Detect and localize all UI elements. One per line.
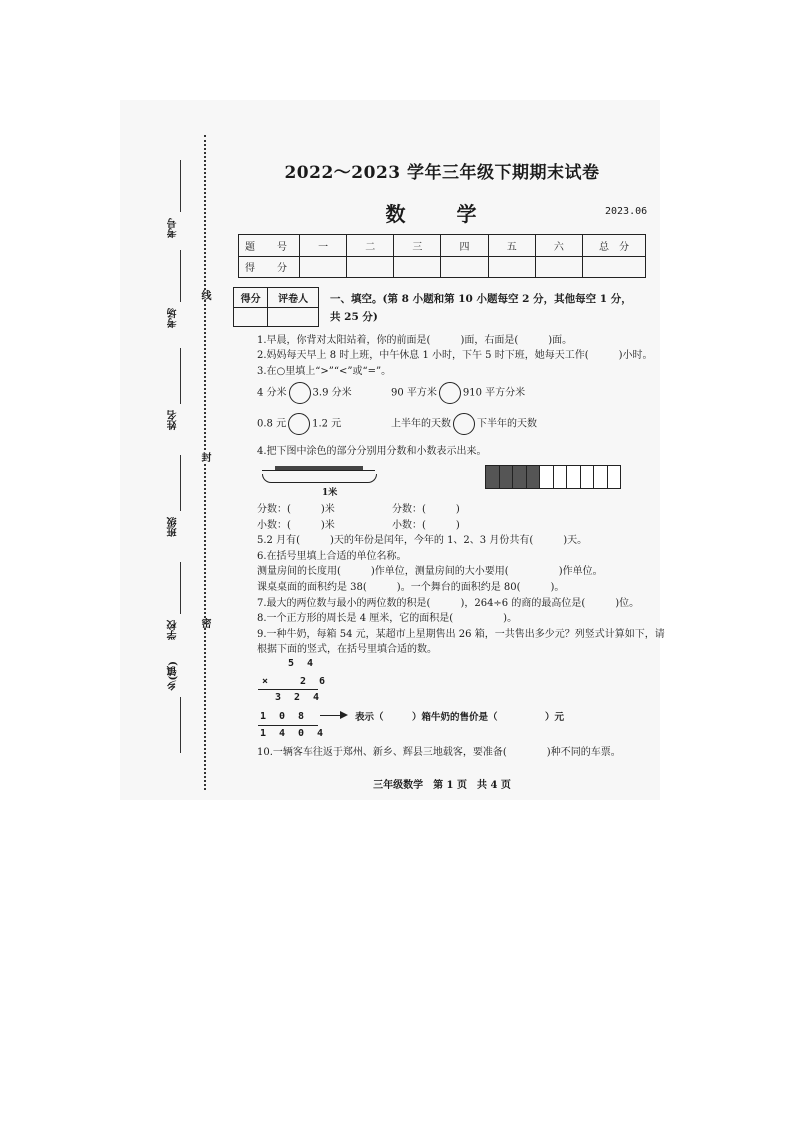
q4-right-fraction: 分数：( ) [392, 504, 460, 515]
grid-cell-empty [594, 466, 608, 488]
score-cell[interactable] [441, 256, 488, 278]
question-9-note: 表示（ ）箱牛奶的售价是（ ）元 [355, 712, 565, 723]
q4-right-decimal: 小数：( ) [392, 520, 460, 531]
binding-dotted-line [204, 135, 206, 790]
score-cell[interactable] [347, 256, 394, 278]
compare-circle[interactable] [453, 413, 475, 435]
arrow-line [320, 715, 342, 716]
question-6b: 课桌桌面的面积约是 38( )。一个舞台的面积约是 80( )。 [257, 582, 565, 593]
ruler-label: 1米 [322, 488, 338, 498]
arrow-right-icon [340, 711, 348, 719]
grid-cell-shaded [513, 466, 527, 488]
margin-field-township: 乡(镇) [160, 655, 190, 755]
question-1: 1.早晨，你背对太阳站着，你的前面是( )面，右面是( )面。 [257, 335, 573, 346]
question-2: 2.妈妈每天早上 8 时上班，中午休息 1 小时，下午 5 时下班，她每天工作( )小时。 [257, 350, 653, 361]
vertical-calc-product: 1404 [260, 728, 337, 739]
exam-subject: 数 学 [385, 202, 499, 226]
grid-cell-empty [567, 466, 581, 488]
shaded-grid [485, 465, 621, 489]
score-table-header-row: 题 号 一 二 三 四 五 六 总 分 [239, 235, 646, 257]
grader-score-cell[interactable] [234, 307, 268, 327]
grid-cell-empty [608, 466, 621, 488]
compare-circle[interactable] [439, 382, 461, 404]
grid-cell-shaded [486, 466, 500, 488]
score-cell[interactable] [535, 256, 582, 278]
margin-field-exam-room: 考场 [160, 250, 190, 340]
grid-cell-empty [540, 466, 554, 488]
score-cell[interactable] [394, 256, 441, 278]
compare-item-3: 0.8 元 1.2 元 [257, 413, 341, 435]
compare-circle[interactable] [288, 413, 310, 435]
page-footer: 三年级数学 第 1 页 共 4 页 [373, 780, 511, 791]
vertical-calc-rule [258, 725, 318, 726]
margin-mark-xian: 线 [199, 290, 210, 300]
compare-item-1: 4 分米 3.9 分米 [257, 382, 352, 404]
score-cell[interactable] [488, 256, 535, 278]
margin-field-class: 班级 [160, 455, 190, 545]
question-7: 7.最大的两位数与最小的两位数的积是( )，264÷6 的商的最高位是( )位。 [257, 598, 640, 609]
q4-left-fraction: 分数：( )米 [257, 504, 335, 515]
margin-mark-mi: 密 [199, 618, 210, 628]
grid-cell-empty [581, 466, 595, 488]
margin-field-exam-number: 考号 [160, 160, 190, 240]
question-5: 5.2 月有( )天的年份是闰年，今年的 1、2、3 月份共有( )天。 [257, 535, 588, 546]
question-6: 6.在括号里填上合适的单位名称。 [257, 551, 407, 562]
question-3: 3.在○里填上“>”“<”或“=”。 [257, 366, 392, 377]
vertical-calc-multiplicand: 54 [288, 658, 327, 669]
ruler-brace [262, 474, 377, 483]
vertical-calc-rule [258, 689, 318, 690]
vertical-calc-partial-2: 108 [260, 711, 318, 722]
question-9-line-2: 根据下面的竖式，在括号里填合适的数。 [257, 644, 437, 655]
vertical-calc-multiplier: × 26 [262, 676, 339, 687]
score-table [238, 234, 646, 278]
question-8: 8.一个正方形的周长是 4 厘米，它的面积是( )。 [257, 613, 518, 624]
grid-cell-shaded [500, 466, 514, 488]
margin-field-name: 姓名 [160, 348, 190, 438]
score-cell[interactable] [300, 256, 347, 278]
compare-item-4: 上半年的天数 下半年的天数 [391, 413, 537, 435]
question-10: 10.一辆客车往返于郑州、新乡、辉县三地载客，要准备( )种不同的车票。 [257, 747, 621, 758]
grid-cell-shaded [527, 466, 541, 488]
question-4: 4.把下图中涂色的部分分别用分数和小数表示出来。 [257, 446, 487, 457]
vertical-calc-partial-1: 324 [275, 692, 333, 703]
margin-mark-feng: 封 [199, 452, 210, 462]
exam-title: 2022～2023 学年三年级下期期末试卷 [284, 163, 600, 183]
score-table-score-row: 得 分 [239, 256, 646, 278]
compare-item-2: 90 平方米 910 平方分米 [391, 382, 525, 404]
exam-date: 2023.06 [605, 206, 648, 217]
grader-box: 得分 评卷人 [233, 287, 319, 327]
question-6a: 测量房间的长度用( )作单位，测量房间的大小要用( )作单位。 [257, 566, 603, 577]
compare-circle[interactable] [289, 382, 311, 404]
grader-name-cell[interactable] [268, 307, 319, 327]
section-1-heading: 一、填空。(第 8 小题和第 10 小题每空 2 分，其他每空 1 分，共 25 分) [330, 293, 632, 323]
q4-left-decimal: 小数：( )米 [257, 520, 335, 531]
ruler-line [262, 470, 375, 471]
score-cell[interactable] [583, 256, 646, 278]
margin-field-school: 学校 [160, 562, 190, 642]
question-9-line-1: 9.一种牛奶，每箱 54 元，某超市上星期售出 26 箱，一共售出多少元？列竖式计算如下，请 [257, 629, 665, 640]
grid-cell-empty [554, 466, 568, 488]
